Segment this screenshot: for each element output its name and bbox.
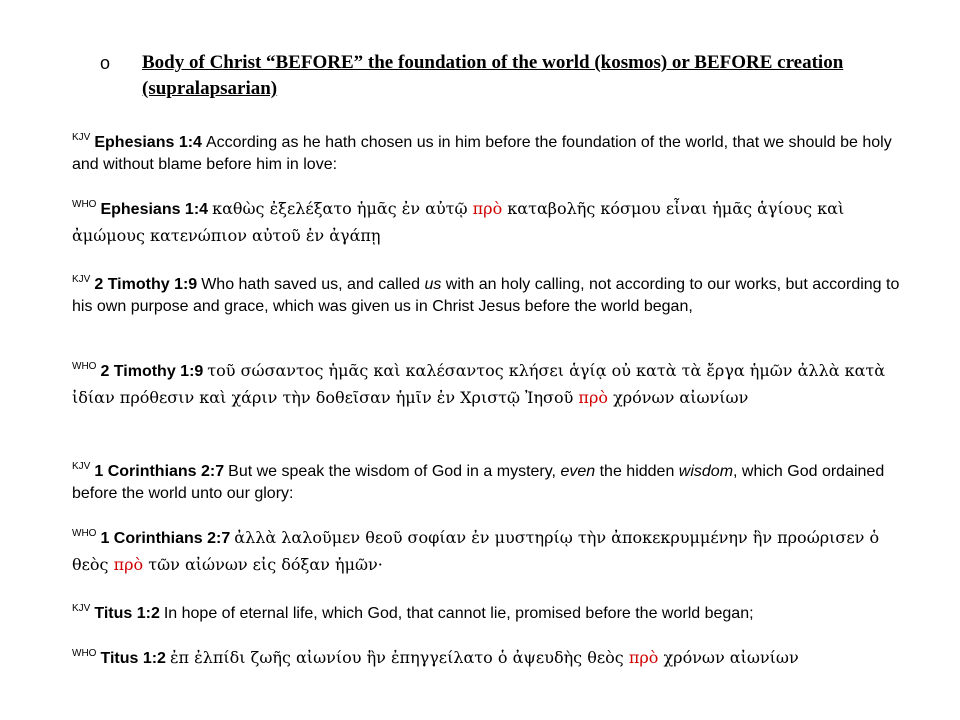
italic-word: wisdom xyxy=(678,463,734,480)
verse-2timothy-kjv xyxy=(72,269,912,318)
bullet-marker: o xyxy=(100,53,111,73)
verse-titus-greek xyxy=(72,641,912,672)
highlighted-word: πρὸ xyxy=(113,555,144,574)
verse-2timothy-greek xyxy=(72,354,912,411)
verse-text-part: But we speak the wisdom of God in a mystery, xyxy=(228,463,561,480)
greek-text-pre: καθὼς ἐξελέξατο ἡμᾶς ἐν αὐτῷ xyxy=(212,199,473,218)
verse-reference: 1 Corinthians 2:7 xyxy=(94,463,225,480)
verse-text: In hope of eternal life, which God, that cannot lie, promised before the world began; xyxy=(163,605,754,622)
version-tag: WHO xyxy=(72,199,97,210)
highlighted-word: πρὸ xyxy=(578,388,608,407)
greek-text-pre: ἐπ ἐλπίδι ζωῆς αἰωνίου ἣν ἐπηγγείλατο ὁ ἀψευδὴς θεὸς xyxy=(169,648,629,667)
verse-titus-kjv xyxy=(72,598,912,625)
verse-text-part: the hidden xyxy=(595,463,679,480)
verse-reference: Ephesians 1:4 xyxy=(100,201,209,218)
verse-1corinthians-greek xyxy=(72,521,912,578)
verse-text-part: Who hath saved us, and called xyxy=(201,276,425,293)
greek-text-post: χρόνων αἰωνίων xyxy=(607,388,749,407)
heading-text: Body of Christ “BEFORE” the foundation of the world (kosmos) or BEFORE creation (supralapsarian) xyxy=(142,52,844,99)
highlighted-word: πρὸ xyxy=(628,648,659,667)
verse-reference: Ephesians 1:4 xyxy=(94,134,202,151)
greek-text-post: καταβολῆς κόσμου εἶναι ἡμᾶς ἁγίους καὶ ἀμώμους κατενώπιον αὐτοῦ ἐν ἀγάπῃ xyxy=(72,199,845,245)
verse-text-part: , which God ordained before the world unto our glory: xyxy=(72,463,885,502)
italic-word: us xyxy=(424,276,442,293)
verse-ephesians-greek xyxy=(72,192,912,249)
verse-reference: 2 Timothy 1:9 xyxy=(94,276,198,293)
highlighted-word: πρὸ xyxy=(472,199,503,218)
version-tag: WHO xyxy=(72,528,97,539)
greek-text-post: τῶν αἰώνων εἰς δόξαν ἡμῶν· xyxy=(143,555,383,574)
greek-text-pre: τοῦ σώσαντος ἡμᾶς καὶ καλέσαντος κλήσει ἁγίᾳ οὐ κατὰ τὰ ἔργα ἡμῶν ἀλλὰ κατὰ ἰδίαν πρόθεσιν καὶ χάριν τὴν δοθεῖσαν ἡμῖν ἐν Χριστῷ Ἰησοῦ xyxy=(72,361,886,407)
version-tag: KJV xyxy=(72,132,91,143)
verse-reference: Titus 1:2 xyxy=(94,605,160,622)
verse-reference: 1 Corinthians 2:7 xyxy=(100,530,231,547)
verse-text-part: with an holy calling, not according to our works, but according to his own purpose and grace, which was given us in Christ Jesus before the world began, xyxy=(72,276,900,315)
version-tag: KJV xyxy=(72,274,91,285)
verse-text: According as he hath chosen us in him before the foundation of the world, that we should be holy and without blame before him in love: xyxy=(72,134,892,173)
version-tag: KJV xyxy=(72,461,91,472)
verse-ephesians-kjv xyxy=(72,127,912,176)
greek-text-post: χρόνων αἰωνίων xyxy=(658,648,799,667)
verse-reference: Titus 1:2 xyxy=(100,650,166,667)
version-tag: WHO xyxy=(72,648,97,659)
version-tag: WHO xyxy=(72,361,97,372)
verse-reference: 2 Timothy 1:9 xyxy=(100,363,204,380)
version-tag: KJV xyxy=(72,603,91,614)
verse-1corinthians-kjv xyxy=(72,456,912,505)
italic-word: even xyxy=(560,463,596,480)
greek-text-pre: ἀλλὰ λαλοῦμεν θεοῦ σοφίαν ἐν μυστηρίῳ τὴν ἀποκεκρυμμένην ἣν προώρισεν ὁ θεὸς xyxy=(72,528,880,574)
